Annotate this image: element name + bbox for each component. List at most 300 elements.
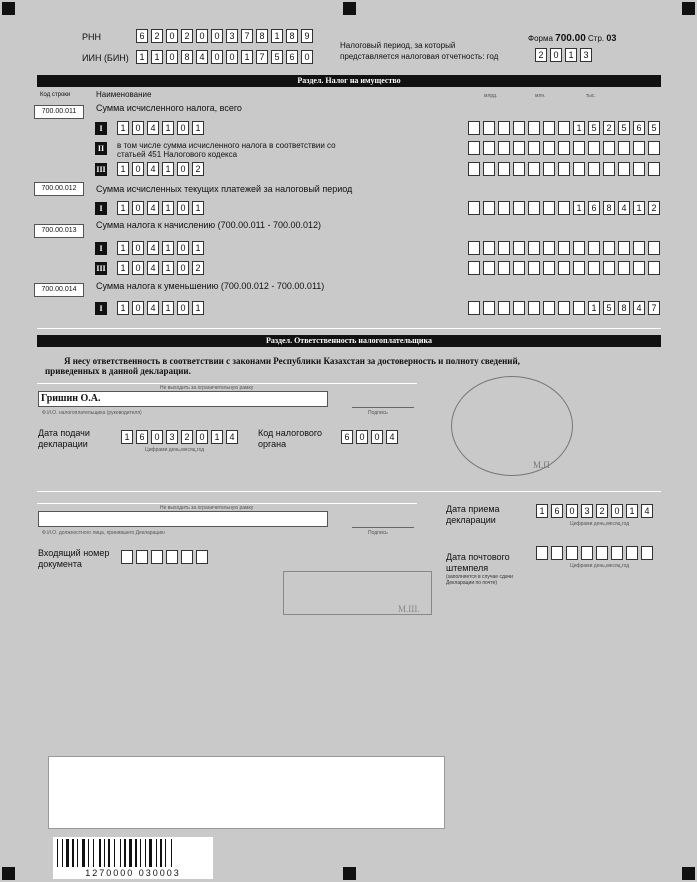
digit-cell[interactable] bbox=[498, 201, 510, 215]
digit-cell[interactable]: 1 bbox=[117, 241, 129, 255]
notes-box bbox=[48, 756, 445, 829]
roman-III-011: III bbox=[96, 165, 106, 174]
taxpayer-signature-caption: Подпись bbox=[368, 410, 388, 416]
empty-cell[interactable] bbox=[166, 550, 178, 564]
barcode-number: 1270000 030003 bbox=[85, 868, 181, 878]
taxpayer-signature-line bbox=[352, 407, 414, 408]
corner-marker-bottom-right bbox=[682, 867, 695, 880]
empty-cell[interactable] bbox=[603, 241, 615, 255]
empty-cell[interactable] bbox=[603, 141, 615, 155]
digit-cell[interactable] bbox=[528, 121, 540, 135]
digit-cell[interactable] bbox=[543, 201, 555, 215]
empty-cell[interactable] bbox=[603, 162, 615, 176]
taxpayer-name-field[interactable] bbox=[38, 391, 328, 407]
digit-cell[interactable]: 5 bbox=[603, 301, 615, 315]
barcode-bar bbox=[160, 839, 162, 867]
digit-cell[interactable]: 4 bbox=[147, 121, 159, 135]
barcode-bar bbox=[135, 839, 137, 867]
barcode-bar bbox=[120, 839, 121, 867]
empty-cell[interactable] bbox=[513, 261, 525, 275]
digit-cell[interactable]: 1 bbox=[162, 301, 174, 315]
barcode-bar bbox=[104, 839, 105, 867]
row-code-013: 700.00.013 bbox=[34, 224, 84, 238]
divider-line-1 bbox=[37, 328, 661, 329]
digit-cell[interactable] bbox=[468, 301, 480, 315]
digit-cell[interactable]: 4 bbox=[196, 50, 208, 64]
digit-cell[interactable]: 9 bbox=[301, 29, 313, 43]
empty-cell[interactable] bbox=[566, 546, 578, 560]
taxpayer-name-value: Гришин О.А. bbox=[41, 393, 101, 404]
postmark-date-cells bbox=[536, 546, 653, 560]
empty-cell[interactable] bbox=[633, 261, 645, 275]
row-code-014: 700.00.014 bbox=[34, 283, 84, 297]
digit-cell[interactable]: 8 bbox=[181, 50, 193, 64]
digit-cell[interactable]: 0 bbox=[196, 430, 208, 444]
empty-cell[interactable] bbox=[121, 550, 133, 564]
digit-cell[interactable]: 4 bbox=[147, 241, 159, 255]
submit-date-label-1: Дата подачи bbox=[38, 428, 90, 438]
barcode-bar bbox=[99, 839, 101, 867]
digit-cell[interactable]: 5 bbox=[618, 121, 630, 135]
barcode-bar bbox=[93, 839, 94, 867]
digit-cell[interactable]: 1 bbox=[192, 301, 204, 315]
digit-cell[interactable] bbox=[483, 201, 495, 215]
divider-line-2 bbox=[37, 491, 661, 492]
receipt-date-label-1: Дата приема bbox=[446, 504, 500, 514]
digit-cell[interactable]: 0 bbox=[132, 162, 144, 176]
digit-cell[interactable] bbox=[468, 201, 480, 215]
digit-cell[interactable]: 1 bbox=[162, 261, 174, 275]
digit-cell[interactable]: 6 bbox=[341, 430, 353, 444]
digit-cell[interactable]: 0 bbox=[226, 50, 238, 64]
statement-line-2: приведенных в данной декларации. bbox=[45, 366, 191, 376]
col-mlrd-header: млрд. bbox=[484, 93, 498, 99]
digit-cell[interactable]: 5 bbox=[648, 121, 660, 135]
empty-cell[interactable] bbox=[603, 261, 615, 275]
digit-cell[interactable]: 0 bbox=[177, 201, 189, 215]
corner-marker-bottom-left bbox=[2, 867, 15, 880]
digit-cell[interactable]: 1 bbox=[626, 504, 638, 518]
postmark-label-1: Дата почтового bbox=[446, 552, 510, 562]
corner-marker-top-left bbox=[2, 2, 15, 15]
digit-cell[interactable]: 3 bbox=[581, 504, 593, 518]
empty-cell[interactable] bbox=[483, 162, 495, 176]
empty-cell[interactable] bbox=[618, 162, 630, 176]
empty-cell[interactable] bbox=[551, 546, 563, 560]
empty-cell[interactable] bbox=[498, 141, 510, 155]
digit-cell[interactable]: 4 bbox=[641, 504, 653, 518]
digit-cell[interactable]: 3 bbox=[580, 48, 592, 62]
official-fio-caption: Ф.И.О. должностного лица, принявшего Декларацию bbox=[42, 530, 165, 536]
barcode-bar bbox=[57, 839, 58, 867]
empty-cell[interactable] bbox=[543, 241, 555, 255]
empty-cell[interactable] bbox=[558, 261, 570, 275]
digit-cell[interactable]: 0 bbox=[132, 241, 144, 255]
digit-cell[interactable] bbox=[468, 121, 480, 135]
col-code-header: Код строки bbox=[40, 92, 71, 98]
digit-cell[interactable]: 0 bbox=[151, 430, 163, 444]
barcode-bar bbox=[62, 839, 63, 867]
roman-III-013: III bbox=[96, 264, 106, 273]
iin-cells bbox=[136, 50, 313, 64]
digit-cell[interactable]: 0 bbox=[132, 301, 144, 315]
digit-cell[interactable] bbox=[483, 121, 495, 135]
empty-cell[interactable] bbox=[468, 141, 480, 155]
barcode-bar bbox=[145, 839, 146, 867]
digit-cell[interactable]: 4 bbox=[147, 301, 159, 315]
rnn-label: РНН bbox=[82, 32, 102, 42]
digit-cell[interactable]: 4 bbox=[147, 261, 159, 275]
empty-cell[interactable] bbox=[181, 550, 193, 564]
empty-cell[interactable] bbox=[618, 241, 630, 255]
empty-cell[interactable] bbox=[573, 162, 585, 176]
digit-cell[interactable]: 1 bbox=[241, 50, 253, 64]
digit-cell[interactable]: 1 bbox=[565, 48, 577, 62]
digit-cell[interactable]: 0 bbox=[196, 29, 208, 43]
postmark-note-2: Декларации по почте) bbox=[446, 580, 498, 586]
digit-cell[interactable] bbox=[528, 301, 540, 315]
empty-cell[interactable] bbox=[483, 241, 495, 255]
digit-cell[interactable]: 0 bbox=[177, 121, 189, 135]
empty-cell[interactable] bbox=[468, 241, 480, 255]
barcode-bar bbox=[72, 839, 74, 867]
digit-cell[interactable] bbox=[513, 301, 525, 315]
digit-cell[interactable]: 4 bbox=[618, 201, 630, 215]
digit-cell[interactable]: 8 bbox=[603, 201, 615, 215]
digit-cell[interactable]: 0 bbox=[566, 504, 578, 518]
corner-marker-bottom-center bbox=[343, 867, 356, 880]
official-signature-line bbox=[352, 527, 414, 528]
barcode-bar bbox=[66, 839, 69, 867]
amount-cells-011-III bbox=[468, 162, 660, 176]
barcode-bar bbox=[114, 839, 115, 867]
empty-cell[interactable] bbox=[513, 241, 525, 255]
official-limit-note: Не выходить за ограничительную рамку bbox=[160, 505, 254, 511]
empty-cell[interactable] bbox=[543, 162, 555, 176]
digit-cell[interactable]: 6 bbox=[551, 504, 563, 518]
digit-cell[interactable]: 0 bbox=[356, 430, 368, 444]
stamp-mp-label: М.П bbox=[533, 460, 550, 470]
col-name-header: Наименование bbox=[96, 90, 152, 99]
row-name-013: Сумма налога к начислению (700.00.011 - 700.00.012) bbox=[96, 220, 322, 230]
digit-cell[interactable]: 1 bbox=[162, 241, 174, 255]
empty-cell[interactable] bbox=[648, 162, 660, 176]
digit-cell[interactable]: 2 bbox=[181, 430, 193, 444]
digit-cell[interactable]: 4 bbox=[633, 301, 645, 315]
empty-cell[interactable] bbox=[528, 261, 540, 275]
row-name-011: Сумма исчисленного налога, всего bbox=[96, 103, 242, 113]
digit-cell[interactable]: 2 bbox=[181, 29, 193, 43]
digit-cell[interactable] bbox=[543, 301, 555, 315]
digit-cell[interactable]: 0 bbox=[371, 430, 383, 444]
digit-cell[interactable]: 0 bbox=[132, 121, 144, 135]
digit-cell[interactable] bbox=[543, 121, 555, 135]
barcode-bar bbox=[149, 839, 152, 867]
kbk-cells-012-I bbox=[117, 201, 204, 215]
empty-cell[interactable] bbox=[588, 241, 600, 255]
empty-cell[interactable] bbox=[151, 550, 163, 564]
empty-cell[interactable] bbox=[558, 162, 570, 176]
empty-cell[interactable] bbox=[611, 546, 623, 560]
digit-cell[interactable]: 2 bbox=[596, 504, 608, 518]
digit-cell[interactable]: 2 bbox=[151, 29, 163, 43]
digit-cell[interactable]: 6 bbox=[633, 121, 645, 135]
empty-cell[interactable] bbox=[648, 261, 660, 275]
empty-cell[interactable] bbox=[543, 261, 555, 275]
digit-cell[interactable]: 1 bbox=[162, 121, 174, 135]
row-name-014: Сумма налога к уменьшению (700.00.012 - 700.00.011) bbox=[96, 281, 325, 291]
digit-cell[interactable]: 8 bbox=[256, 29, 268, 43]
digit-cell[interactable]: 0 bbox=[177, 261, 189, 275]
digit-cell[interactable] bbox=[558, 201, 570, 215]
roman-I-014: I bbox=[95, 302, 107, 315]
empty-cell[interactable] bbox=[633, 162, 645, 176]
sub-note-1: в том числе сумма исчисленного налога в соответствии со bbox=[117, 141, 336, 150]
official-signature-caption: Подпись bbox=[368, 530, 388, 536]
empty-cell[interactable] bbox=[573, 241, 585, 255]
digit-cell[interactable]: 0 bbox=[166, 29, 178, 43]
iin-label: ИИН (БИН) bbox=[82, 53, 129, 63]
digit-cell[interactable]: 0 bbox=[301, 50, 313, 64]
tax-org-label-2: органа bbox=[258, 439, 287, 449]
empty-cell[interactable] bbox=[468, 162, 480, 176]
digit-cell[interactable]: 0 bbox=[177, 162, 189, 176]
official-name-field[interactable] bbox=[38, 511, 328, 527]
empty-cell[interactable] bbox=[558, 241, 570, 255]
digit-cell[interactable]: 1 bbox=[117, 201, 129, 215]
kbk-cells-013-III bbox=[117, 261, 204, 275]
official-limit-top bbox=[37, 503, 417, 504]
barcode-bar bbox=[82, 839, 85, 867]
section-tax-title: Раздел. Налог на имущество bbox=[37, 75, 661, 87]
postmark-label-2: штемпеля bbox=[446, 563, 489, 573]
digit-cell[interactable]: 6 bbox=[136, 430, 148, 444]
empty-cell[interactable] bbox=[633, 141, 645, 155]
kbk-cells-013-I bbox=[117, 241, 204, 255]
kbk-cells-014-I bbox=[117, 301, 204, 315]
digit-cell[interactable]: 2 bbox=[603, 121, 615, 135]
postmark-note-1: (заполняется в случае сдачи bbox=[446, 574, 513, 580]
amount-cells-011-I bbox=[468, 121, 660, 135]
empty-cell[interactable] bbox=[483, 261, 495, 275]
empty-cell[interactable] bbox=[513, 141, 525, 155]
postmark-date-caption: Цифрами день,месяц,год bbox=[570, 563, 630, 569]
digit-cell[interactable]: 1 bbox=[573, 201, 585, 215]
digit-cell[interactable]: 5 bbox=[271, 50, 283, 64]
empty-cell[interactable] bbox=[498, 162, 510, 176]
barcode-bar bbox=[171, 839, 172, 867]
digit-cell[interactable]: 5 bbox=[588, 121, 600, 135]
empty-cell[interactable] bbox=[483, 141, 495, 155]
digit-cell[interactable]: 3 bbox=[226, 29, 238, 43]
empty-cell[interactable] bbox=[588, 162, 600, 176]
amount-cells-013-III bbox=[468, 261, 660, 275]
digit-cell[interactable] bbox=[558, 301, 570, 315]
digit-cell[interactable]: 1 bbox=[117, 301, 129, 315]
digit-cell[interactable] bbox=[498, 301, 510, 315]
digit-cell[interactable]: 4 bbox=[226, 430, 238, 444]
digit-cell[interactable]: 2 bbox=[192, 261, 204, 275]
tax-org-cells bbox=[341, 430, 398, 444]
kbk-cells-011-I bbox=[117, 121, 204, 135]
digit-cell[interactable]: 3 bbox=[166, 430, 178, 444]
incoming-label-1: Входящий номер bbox=[38, 548, 110, 558]
digit-cell[interactable]: 1 bbox=[121, 430, 133, 444]
col-tys-header: тыс. bbox=[586, 93, 596, 99]
empty-cell[interactable] bbox=[626, 546, 638, 560]
msh-stamp-label: М.Ш. bbox=[398, 604, 420, 614]
digit-cell[interactable]: 2 bbox=[192, 162, 204, 176]
digit-cell[interactable]: 1 bbox=[633, 201, 645, 215]
empty-cell[interactable] bbox=[468, 261, 480, 275]
digit-cell[interactable]: 7 bbox=[648, 301, 660, 315]
empty-cell[interactable] bbox=[588, 261, 600, 275]
digit-cell[interactable]: 0 bbox=[132, 261, 144, 275]
year-cells bbox=[535, 48, 592, 62]
roman-I-012: I bbox=[95, 202, 107, 215]
empty-cell[interactable] bbox=[543, 141, 555, 155]
barcode-bar bbox=[77, 839, 78, 867]
empty-cell[interactable] bbox=[596, 546, 608, 560]
barcode-bars bbox=[53, 837, 213, 869]
barcode-bar bbox=[165, 839, 166, 867]
empty-cell[interactable] bbox=[581, 546, 593, 560]
sub-note-2: статьей 451 Налогового кодекса bbox=[117, 150, 238, 159]
row-code-011: 700.00.011 bbox=[34, 105, 84, 119]
empty-cell[interactable] bbox=[633, 241, 645, 255]
digit-cell[interactable]: 1 bbox=[211, 430, 223, 444]
digit-cell[interactable]: 1 bbox=[117, 121, 129, 135]
period-text-1: Налоговый период, за который bbox=[340, 41, 456, 50]
empty-cell[interactable] bbox=[196, 550, 208, 564]
digit-cell[interactable]: 1 bbox=[192, 241, 204, 255]
statement-line-1: Я несу ответственность в соответствии с законами Республики Казахстан за достоверность и полноту сведений, bbox=[64, 356, 520, 366]
receipt-date-label-2: декларации bbox=[446, 515, 496, 525]
digit-cell[interactable]: 6 bbox=[588, 201, 600, 215]
digit-cell[interactable] bbox=[513, 121, 525, 135]
receipt-date-cells bbox=[536, 504, 653, 518]
digit-cell[interactable]: 6 bbox=[136, 29, 148, 43]
kbk-cells-011-III bbox=[117, 162, 204, 176]
digit-cell[interactable]: 0 bbox=[177, 241, 189, 255]
amount-cells-011-II bbox=[468, 141, 660, 155]
barcode bbox=[53, 837, 213, 879]
digit-cell[interactable] bbox=[513, 201, 525, 215]
digit-cell[interactable] bbox=[558, 121, 570, 135]
digit-cell[interactable]: 1 bbox=[117, 162, 129, 176]
corner-marker-top-center bbox=[343, 2, 356, 15]
amount-cells-014-I bbox=[468, 301, 660, 315]
roman-II-011: II bbox=[95, 142, 107, 155]
digit-cell[interactable]: 2 bbox=[535, 48, 547, 62]
digit-cell[interactable]: 1 bbox=[536, 504, 548, 518]
digit-cell[interactable]: 1 bbox=[151, 50, 163, 64]
taxpayer-limit-note: Не выходить за ограничительную рамку bbox=[160, 385, 254, 391]
barcode-bar bbox=[156, 839, 157, 867]
digit-cell[interactable]: 4 bbox=[147, 201, 159, 215]
digit-cell[interactable]: 8 bbox=[618, 301, 630, 315]
empty-cell[interactable] bbox=[528, 162, 540, 176]
digit-cell[interactable]: 0 bbox=[132, 201, 144, 215]
empty-cell[interactable] bbox=[648, 241, 660, 255]
empty-cell[interactable] bbox=[648, 141, 660, 155]
form-label: Форма 700.00 Стр. 03 bbox=[528, 33, 617, 44]
digit-cell[interactable]: 4 bbox=[147, 162, 159, 176]
digit-cell[interactable]: 0 bbox=[611, 504, 623, 518]
barcode-bar bbox=[129, 839, 132, 867]
digit-cell[interactable]: 1 bbox=[162, 162, 174, 176]
digit-cell[interactable]: 4 bbox=[386, 430, 398, 444]
digit-cell[interactable]: 7 bbox=[241, 29, 253, 43]
empty-cell[interactable] bbox=[618, 141, 630, 155]
digit-cell[interactable] bbox=[483, 301, 495, 315]
empty-cell[interactable] bbox=[498, 261, 510, 275]
empty-cell[interactable] bbox=[513, 162, 525, 176]
digit-cell[interactable]: 1 bbox=[117, 261, 129, 275]
empty-cell[interactable] bbox=[558, 141, 570, 155]
incoming-number-cells bbox=[121, 550, 208, 564]
empty-cell[interactable] bbox=[588, 141, 600, 155]
empty-cell[interactable] bbox=[528, 141, 540, 155]
digit-cell[interactable]: 1 bbox=[162, 201, 174, 215]
barcode-bar bbox=[88, 839, 89, 867]
section-responsibility-title: Раздел. Ответственность налогоплательщика bbox=[37, 335, 661, 347]
rnn-cells bbox=[136, 29, 313, 43]
empty-cell[interactable] bbox=[498, 241, 510, 255]
submit-date-label-2: декларации bbox=[38, 439, 88, 449]
row-code-012: 700.00.012 bbox=[34, 182, 84, 196]
digit-cell[interactable] bbox=[573, 301, 585, 315]
digit-cell[interactable]: 0 bbox=[177, 301, 189, 315]
digit-cell[interactable]: 2 bbox=[648, 201, 660, 215]
empty-cell[interactable] bbox=[573, 141, 585, 155]
empty-cell[interactable] bbox=[136, 550, 148, 564]
digit-cell[interactable]: 8 bbox=[286, 29, 298, 43]
roman-I-011: I bbox=[95, 122, 107, 135]
tax-org-label-1: Код налогового bbox=[258, 428, 323, 438]
digit-cell[interactable]: 0 bbox=[211, 29, 223, 43]
digit-cell[interactable]: 6 bbox=[286, 50, 298, 64]
taxpayer-fio-caption: Ф.И.О. налогоплательщика (руководителя) bbox=[42, 410, 142, 416]
empty-cell[interactable] bbox=[536, 546, 548, 560]
digit-cell[interactable]: 7 bbox=[256, 50, 268, 64]
empty-cell[interactable] bbox=[528, 241, 540, 255]
barcode-bar bbox=[108, 839, 110, 867]
roman-I-013: I bbox=[95, 242, 107, 255]
digit-cell[interactable]: 1 bbox=[573, 121, 585, 135]
empty-cell[interactable] bbox=[573, 261, 585, 275]
digit-cell[interactable]: 1 bbox=[136, 50, 148, 64]
digit-cell[interactable]: 0 bbox=[550, 48, 562, 62]
receipt-date-caption: Цифрами день,месяц,год bbox=[570, 521, 630, 527]
barcode-bar bbox=[140, 839, 141, 867]
amount-cells-012-I bbox=[468, 201, 660, 215]
corner-marker-top-right bbox=[682, 2, 695, 15]
digit-cell[interactable]: 1 bbox=[192, 201, 204, 215]
digit-cell[interactable]: 1 bbox=[271, 29, 283, 43]
digit-cell[interactable] bbox=[498, 121, 510, 135]
empty-cell[interactable] bbox=[641, 546, 653, 560]
digit-cell[interactable]: 0 bbox=[211, 50, 223, 64]
digit-cell[interactable]: 1 bbox=[192, 121, 204, 135]
digit-cell[interactable] bbox=[528, 201, 540, 215]
row-name-012: Сумма исчисленных текущих платежей за налоговый период bbox=[96, 184, 353, 194]
digit-cell[interactable]: 1 bbox=[588, 301, 600, 315]
col-mln-header: млн. bbox=[535, 93, 546, 99]
empty-cell[interactable] bbox=[618, 261, 630, 275]
incoming-label-2: документа bbox=[38, 559, 82, 569]
digit-cell[interactable]: 0 bbox=[166, 50, 178, 64]
